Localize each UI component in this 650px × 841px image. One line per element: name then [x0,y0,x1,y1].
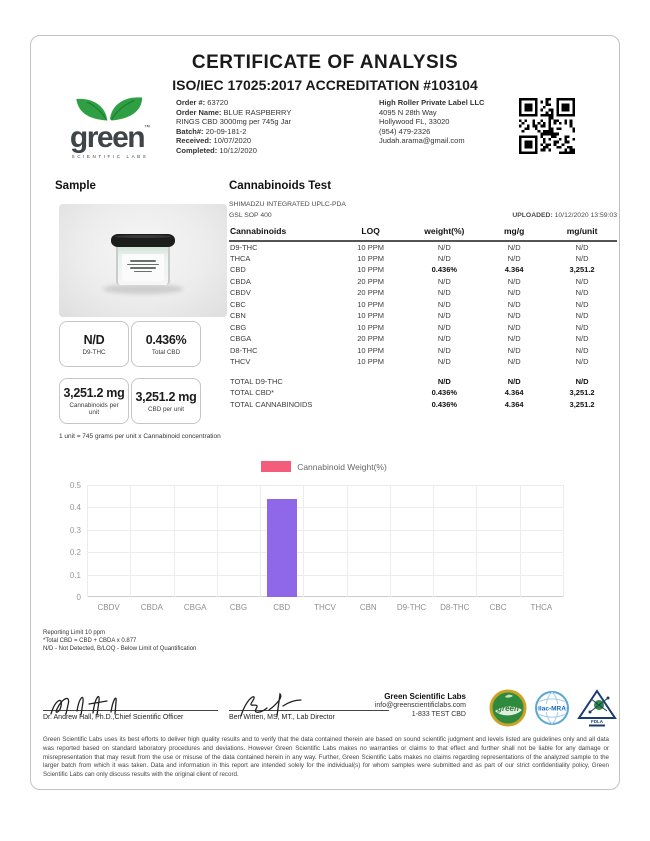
cannabinoid-table [229,224,617,410]
signature-scribble [233,690,323,718]
order-name: BLUE RASPBERRY RINGS CBD 3000mg per 745g Jar [176,107,292,126]
column-header-loq: LOQ [334,224,408,241]
cannabinoids-test-heading: Cannabinoids Test [229,180,332,192]
lab-email: info@greenscientificlabs.com [374,702,466,709]
summary-box-cbd-per-unit [131,378,201,424]
x-axis-category-label: CBD [273,603,291,612]
cannabinoid-weight-chart [41,461,607,626]
test-method-block [229,199,617,221]
cannabinoid-row: CBD 10 PPM 0.436% 4.364 3,251.2 [230,265,595,275]
v-gridline [476,485,477,597]
y-axis-tick-label: 0.2 [69,548,81,558]
x-axis-category-label: D9-THC [396,603,427,612]
y-axis-tick-label: 0.5 [69,481,81,490]
table-spacer [229,368,617,376]
order-number-label: Order #: [176,98,206,107]
batch-label: Batch#: [176,126,204,136]
total-row: TOTAL D9-THC N/D N/D N/D [230,376,589,386]
jar-body [116,245,170,285]
x-axis-category-label: CBG [229,603,248,612]
y-axis-tick-label: 0.1 [69,570,81,580]
cannabinoid-table-body [229,241,617,410]
summary-box-d9thc [59,321,129,367]
total-row: TOTAL CBD* 0.436% 4.364 3,251.2 [230,388,595,398]
page-title: CERTIFICATE OF ANALYSIS [191,52,459,73]
received-label: Received: [176,136,212,145]
summary-label: Total CBD [151,348,181,356]
summary-value: 0.436% [145,332,187,347]
jar-label [122,254,164,281]
completed-label: Completed: [176,145,218,155]
column-header-weight: weight(%) [407,224,481,241]
unit-definition-note: 1 unit = 745 grams per unit x Cannabinoid concentration [59,433,221,440]
svg-text:ilac-MRA: ilac-MRA [538,705,566,713]
table-header-row [229,224,617,241]
v-gridline [520,485,521,597]
lab-phone: 1-833 TEST CBD [411,711,466,718]
column-header-mgunit: mg/unit [547,224,617,241]
sample-product-photo [59,204,227,317]
cannabinoid-row: D9-THC 10 PPM N/D N/D N/D [230,242,589,252]
test-method-line1: SHIMADZU INTEGRATED UPLC-PDA [229,201,346,208]
chart-plot [69,481,563,612]
summary-box-cannabinoids-per-unit [59,378,129,424]
column-header-cannabinoids: Cannabinoids [229,224,334,241]
cannabinoid-row: D8-THC 10 PPM N/D N/D N/D [230,345,589,355]
footnote-total-cbd-formula: *Total CBD = CBD + CBDA x 0.877 [43,638,137,644]
y-axis-tick-label: 0.4 [69,503,81,513]
client-address-line1: 4095 N 28th Way [379,107,437,117]
client-address-line2: Hollywood FL, 33020 [379,117,450,126]
chart-bar [267,499,297,597]
x-axis-category-label: CBGA [183,603,207,612]
test-method-line2: GSL SOP 400 [229,212,272,219]
certificate-card [30,35,620,790]
uploaded-label: UPLOADED: [512,212,553,219]
accreditation-subtitle: ISO/IEC 17025:2017 ACCREDITATION #103104 [172,77,478,93]
brand-tagline: SCIENTIFIC LABS [71,154,149,159]
x-axis-category-label: CBDA [140,603,164,612]
v-gridline [87,485,88,597]
footnote-reporting-limit: Reporting Limit 10 ppm [43,630,106,636]
h-gridline [87,552,563,553]
client-name: High Roller Private Label LLC [379,98,485,107]
chart-legend [41,461,607,472]
jar-lid [111,234,175,247]
signature-scribble [47,690,157,718]
signatory-name: Dr. Andrew Hall, Ph.D.,Chief Scientific Officer [43,714,184,721]
v-gridline [433,485,434,597]
signatory-name: Ben Witten, MS, MT., Lab Director [229,714,335,721]
received-date: 10/07/2020 [213,136,252,145]
v-gridline [130,485,131,597]
product-jar [111,234,175,285]
uploaded-timestamp [512,210,617,221]
svg-text:green: green [497,704,519,713]
ilac-mra-seal-icon [533,689,571,727]
column-header-mgg: mg/g [481,224,547,241]
h-gridline [87,507,563,508]
svg-text:FDLA: FDLA [591,719,603,724]
cannabinoid-row: THCA 10 PPM N/D N/D N/D [230,253,589,263]
summary-value: N/D [83,332,105,347]
fdla-seal-icon [577,688,617,728]
completed-date: 10/12/2020 [219,145,257,155]
x-axis-category-label: CBDV [97,603,120,612]
x-axis-category-label: THCA [530,603,553,612]
jar-shadow [103,284,183,294]
uploaded-value: 10/12/2020 13:59:03 [554,212,617,219]
footnote-nd-definition: N/D - Not Detected, B/LOQ - Below Limit of Quantification [43,646,197,652]
v-gridline [260,485,261,597]
sample-section-heading: Sample [55,180,96,192]
green-scientific-labs-logo [51,96,169,162]
summary-box-total-cbd [131,321,201,367]
cannabinoid-row: CBDA 20 PPM N/D N/D N/D [230,276,589,286]
cannabinoid-row: CBDV 20 PPM N/D N/D N/D [230,288,589,298]
cannabinoid-row: CBGA 20 PPM N/D N/D N/D [230,334,589,344]
leaf-icon [71,96,149,122]
lab-name: Green Scientific Labs [384,692,466,701]
batch-number: 20-09-181-2 [205,126,247,136]
brand-wordmark: green [69,121,145,154]
h-gridline [87,530,563,531]
x-axis-category-label: CBC [489,603,507,612]
footnotes-block [43,629,196,653]
lab-contact-block [326,692,466,719]
signature-block-cso [43,681,218,721]
order-number: 63720 [207,98,229,107]
cannabinoid-row: CBG 10 PPM N/D N/D N/D [230,322,589,332]
v-gridline [347,485,348,597]
v-gridline [217,485,218,597]
green-seal-icon [489,689,527,727]
h-gridline [87,485,563,486]
x-axis-category-label: D8-THC [440,603,470,612]
qr-code [519,98,575,154]
client-phone: (954) 479-2326 [379,126,431,136]
disclaimer-text: Green Scientific Labs uses its best efforts to deliver high quality results and to verify that the data contained therein are based on sound scientific judgment and levels listed are guidelines only and all data was reported based on standard laboratory procedures and deviations. However Green Scientific Labs makes no warranties or claims to that effect and further shall not be liable for any damage or misrepresentation that may result from the use or misuse of the data contained herein in any way. Further, Green Scientific Labs makes no claims regarding representations of the analyzed sample to the larger batch from which it was taken. Data and information in this report are intended solely for the individual(s) for whom samples were submitted and as part of our strict confidentiality policy, Green Scientific Labs can only discuss results with the original client of record. [43,736,609,779]
trademark-symbol: ™ [144,125,151,131]
legend-swatch [261,461,291,472]
h-gridline [87,575,563,576]
x-axis-category-label: CBN [359,603,377,612]
v-gridline [174,485,175,597]
accreditation-badges [489,686,617,730]
v-gridline [563,485,564,597]
cannabinoid-row: CBC 10 PPM N/D N/D N/D [230,299,589,309]
total-row: TOTAL CANNABINOIDS 0.436% 4.364 3,251.2 [230,399,595,409]
summary-label: D9-THC [82,348,106,356]
cannabinoid-row: THCV 10 PPM N/D N/D N/D [230,357,589,367]
cannabinoid-row: CBN 10 PPM N/D N/D N/D [230,311,589,321]
summary-label: CBD per unit [147,405,185,413]
client-email: Judah.arama@gmail.com [379,136,465,145]
summary-label: Cannabinoids per unit [69,402,119,416]
order-name-label: Order Name: [176,107,222,117]
legend-label: Cannabinoid Weight(%) [297,462,387,472]
order-info-block [176,98,316,155]
v-gridline [390,485,391,597]
y-axis-tick-label: 0 [76,593,81,602]
y-axis-tick-label: 0.3 [69,525,81,535]
signature-line [43,681,218,711]
summary-value: 3,251.2 mg [63,386,125,400]
x-axis-category-label: THCV [314,603,336,612]
client-info-block [379,98,529,146]
v-gridline [303,485,304,597]
summary-value: 3,251.2 mg [135,389,197,404]
